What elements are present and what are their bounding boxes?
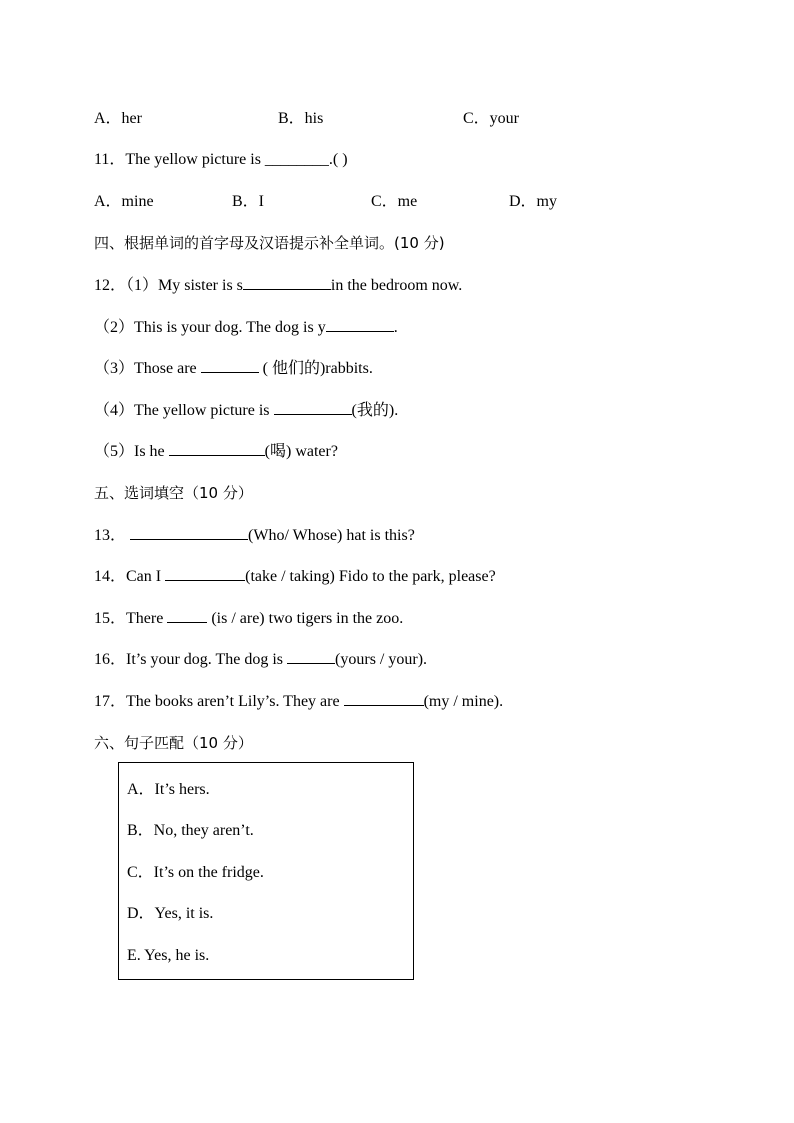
q12-item3-prefix: （3）Those are xyxy=(94,360,201,377)
q11-option-b: B．I xyxy=(232,193,265,210)
q11-option-d: D．my xyxy=(509,193,558,210)
match-options-box xyxy=(118,762,414,980)
q10-option-c: C．your xyxy=(463,110,520,127)
q12-item5-suffix: (喝) water? xyxy=(264,443,338,460)
q10-option-a: A．her xyxy=(94,110,142,127)
q12-item5-prefix: （5）Is he xyxy=(94,443,169,460)
q12-item2-blank[interactable] xyxy=(326,317,394,332)
q12-item3 xyxy=(94,358,373,379)
q17-prefix: 17．The books aren’t Lily’s. They are xyxy=(94,693,344,710)
q12-item2-suffix: . xyxy=(393,319,398,336)
q12-item1-suffix: in the bedroom now. xyxy=(330,277,463,294)
q16-blank[interactable] xyxy=(287,649,335,664)
q11-option-a: A．mine xyxy=(94,193,154,210)
q13-suffix: (Who/ Whose) hat is this? xyxy=(248,527,415,544)
q12-item2 xyxy=(94,317,398,338)
match-option-e: E. Yes, he is. xyxy=(127,947,210,964)
q14-blank[interactable] xyxy=(165,566,245,581)
q15-suffix: (is / are) two tigers in the zoo. xyxy=(207,610,404,627)
q15 xyxy=(94,608,403,629)
q14-suffix: (take / taking) Fido to the park, please? xyxy=(245,568,496,585)
q12-item2-prefix: （2）This is your dog. The dog is y xyxy=(94,319,326,336)
match-option-d: D．Yes, it is. xyxy=(127,905,214,922)
q12-item4-blank[interactable] xyxy=(274,400,352,415)
match-option-c: C．It’s on the fridge. xyxy=(127,864,264,881)
q17-blank[interactable] xyxy=(344,691,424,706)
q13-number: 13． xyxy=(94,527,127,544)
section5-title: 五、选词填空（10 分） xyxy=(94,484,253,502)
q17-suffix: (my / mine). xyxy=(423,693,504,710)
section6-title: 六、句子匹配（10 分） xyxy=(94,734,253,752)
q16 xyxy=(94,649,427,670)
q12-item3-suffix: ( 他们的)rabbits. xyxy=(258,360,373,377)
q12-item1-prefix: 12．（1）My sister is s xyxy=(94,277,243,294)
q15-prefix: 15．There xyxy=(94,610,168,627)
q12-item5 xyxy=(94,441,338,462)
q11-stem: 11．The yellow picture is ________.( ) xyxy=(94,151,348,168)
q12-item5-blank[interactable] xyxy=(169,441,265,456)
q14 xyxy=(94,566,496,587)
q14-prefix: 14．Can I xyxy=(94,568,166,585)
q16-suffix: (yours / your). xyxy=(335,651,428,668)
q12-item4-prefix: （4）The yellow picture is xyxy=(94,402,274,419)
match-option-b: B．No, they aren’t. xyxy=(127,822,254,839)
q15-blank[interactable] xyxy=(167,608,207,623)
q12-item4-suffix: (我的). xyxy=(351,402,399,419)
q13-blank[interactable] xyxy=(130,525,248,540)
q13 xyxy=(94,525,415,546)
match-option-a: A．It’s hers. xyxy=(127,781,210,798)
q11-option-c: C．me xyxy=(371,193,418,210)
section4-title: 四、根据单词的首字母及汉语提示补全单词。(10 分) xyxy=(94,234,445,252)
q10-option-b: B．his xyxy=(278,110,324,127)
q12-item3-blank[interactable] xyxy=(201,358,259,373)
q12-item1 xyxy=(94,275,462,296)
q16-prefix: 16．It’s your dog. The dog is xyxy=(94,651,288,668)
q12-item1-blank[interactable] xyxy=(243,275,331,290)
q17 xyxy=(94,691,503,712)
q12-item4 xyxy=(94,400,398,421)
